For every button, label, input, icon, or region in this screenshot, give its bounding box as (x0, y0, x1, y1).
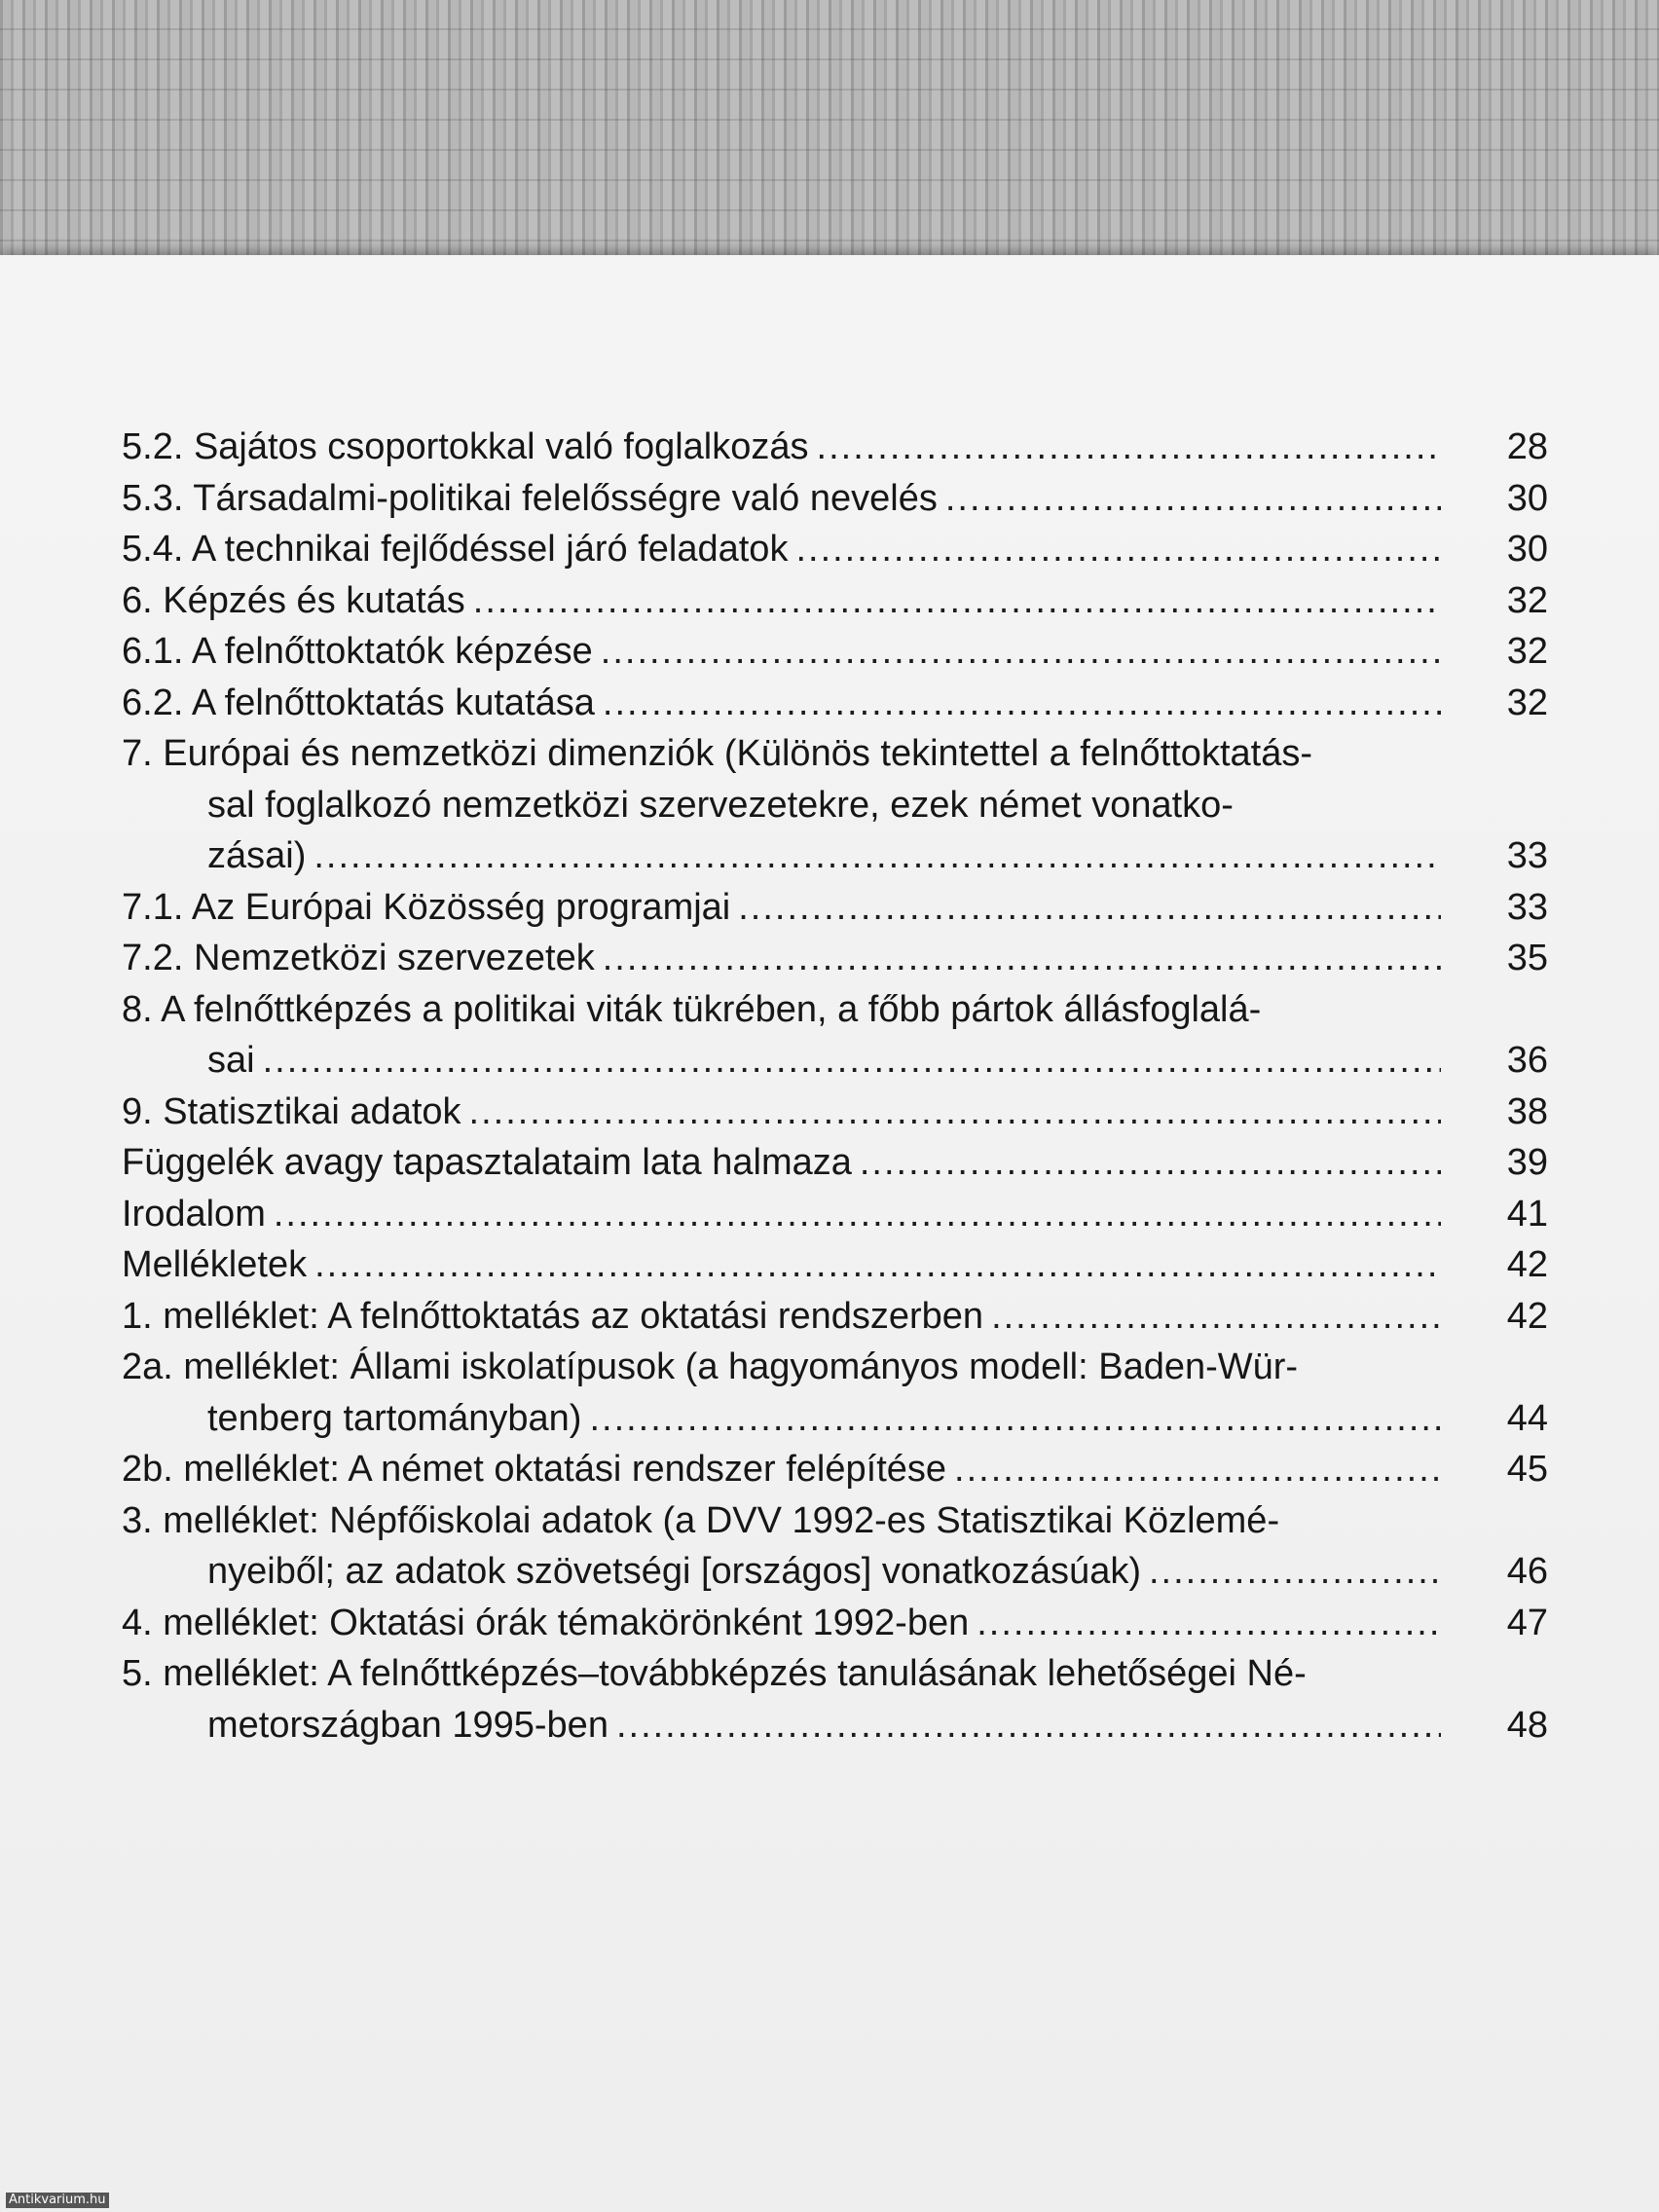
toc-entry-text-line: metországban 1995-ben (207, 1704, 608, 1746)
toc-entry-last-line (122, 473, 1548, 525)
toc-entry-last-line (122, 1035, 1548, 1087)
toc-entry-last-line (122, 1546, 1548, 1598)
toc-page-number: 30 (1506, 477, 1548, 519)
dot-leader (473, 575, 1441, 627)
toc-entry-text-line: 7. Európai és nemzetközi dimenziók (Különös tekintettel a felnőttoktatás- (122, 733, 1312, 774)
dot-leader (469, 1087, 1441, 1138)
toc-entry (122, 473, 1548, 525)
toc-entry-text-line: nyeiből; az adatok szövetségi [országos] vonatkozásúak) (207, 1551, 1141, 1592)
toc-page-number: 33 (1506, 886, 1548, 928)
toc-page-number: 39 (1506, 1142, 1548, 1183)
toc-entry-text-line: 7.1. Az Európai Közösség programjai (122, 886, 731, 928)
toc-entry-text-line: zásai) (207, 835, 307, 876)
toc-page-number: 32 (1506, 682, 1548, 723)
toc-page-number: 32 (1506, 579, 1548, 621)
toc-entry-text-line: 6.1. A felnőttoktatók képzése (122, 631, 593, 672)
toc-page-number: 48 (1506, 1704, 1548, 1746)
toc-entry (122, 575, 1548, 627)
watermark: Antikvarium.hu (6, 2193, 109, 2208)
dot-leader (945, 473, 1441, 525)
toc-entry-last-line (122, 1700, 1548, 1751)
dot-leader (263, 1035, 1441, 1087)
dot-leader (603, 678, 1441, 729)
toc-page-number: 42 (1506, 1244, 1548, 1285)
toc-entry (122, 1137, 1548, 1189)
toc-entry-text-line: Irodalom (122, 1193, 266, 1235)
toc-entry-text-line: 8. A felnőttképzés a politikai viták tükrében, a főbb pártok állásfoglalá- (122, 988, 1262, 1030)
toc-entry-last-line (122, 626, 1548, 678)
toc-entry (122, 1189, 1548, 1240)
table-of-contents (122, 422, 1548, 1751)
toc-entry-last-line (122, 1189, 1548, 1240)
dot-leader (601, 626, 1441, 678)
toc-entry (122, 984, 1548, 1087)
toc-entry-last-line (122, 422, 1548, 473)
toc-entry-text-line: 3. melléklet: Népfőiskolai adatok (a DVV 1992-es Statisztikai Közlemé- (122, 1499, 1280, 1541)
dot-leader (314, 1239, 1441, 1291)
dot-leader (795, 524, 1441, 575)
toc-entry-text-line: 1. melléklet: A felnőttoktatás az oktatási rendszerben (122, 1295, 984, 1337)
toc-entry-last-line (122, 575, 1548, 627)
toc-page-number: 36 (1506, 1040, 1548, 1081)
toc-entry-text-line: 5.4. A technikai fejlődéssel járó feladatok (122, 529, 789, 570)
toc-entry-last-line (122, 1137, 1548, 1189)
toc-entry-text-line: 9. Statisztikai adatok (122, 1090, 461, 1132)
toc-entry (122, 1495, 1548, 1598)
toc-entry-last-line (122, 1087, 1548, 1138)
toc-entry (122, 626, 1548, 678)
toc-entry (122, 882, 1548, 934)
toc-entry (122, 1087, 1548, 1138)
toc-entry-text-line: tenberg tartományban) (207, 1397, 582, 1439)
toc-entry (122, 1239, 1548, 1291)
toc-entry (122, 1342, 1548, 1444)
dot-leader (274, 1189, 1441, 1240)
toc-page-number: 42 (1506, 1295, 1548, 1337)
toc-entry-text-line: Mellékletek (122, 1244, 308, 1285)
toc-page-number: 28 (1506, 426, 1548, 467)
toc-entry-text-line: Függelék avagy tapasztalataim lata halmaza (122, 1142, 852, 1183)
toc-entry-text-line: 5. melléklet: A felnőttképzés–továbbképzés tanulásának lehetőségei Né- (122, 1653, 1307, 1694)
toc-entry-last-line (122, 1444, 1548, 1495)
toc-entry-last-line (122, 678, 1548, 729)
toc-entry-last-line (122, 1239, 1548, 1291)
toc-entry-last-line (122, 524, 1548, 575)
dot-leader (1149, 1546, 1441, 1598)
dot-leader (991, 1291, 1441, 1343)
dot-leader (603, 933, 1441, 984)
dot-leader (738, 882, 1441, 934)
toc-page-number: 45 (1506, 1449, 1548, 1490)
toc-page-number: 30 (1506, 529, 1548, 570)
toc-entry-text-line: sai (207, 1040, 255, 1081)
toc-entry (122, 1648, 1548, 1751)
toc-entry (122, 524, 1548, 575)
dot-leader (954, 1444, 1441, 1495)
toc-entry (122, 1444, 1548, 1495)
toc-page-number: 32 (1506, 631, 1548, 672)
toc-entry (122, 1598, 1548, 1649)
toc-page-number: 47 (1506, 1602, 1548, 1643)
toc-entry-last-line (122, 1393, 1548, 1445)
toc-page-number: 46 (1506, 1551, 1548, 1592)
toc-entry-last-line (122, 933, 1548, 984)
toc-page-number: 41 (1506, 1193, 1548, 1235)
toc-entry-last-line (122, 1291, 1548, 1343)
dot-leader (817, 422, 1441, 473)
toc-entry-text-line: 6. Képzés és kutatás (122, 579, 465, 621)
dot-leader (977, 1598, 1441, 1649)
dot-leader (616, 1700, 1441, 1751)
toc-entry-last-line (122, 882, 1548, 934)
toc-entry (122, 422, 1548, 473)
toc-page-number: 33 (1506, 835, 1548, 876)
toc-entry-last-line (122, 830, 1548, 882)
toc-entry-text-line: 6.2. A felnőttoktatás kutatása (122, 682, 595, 723)
toc-page-number: 44 (1506, 1397, 1548, 1439)
toc-entry (122, 728, 1548, 882)
toc-page-number: 35 (1506, 938, 1548, 978)
toc-entry-text-line: 2a. melléklet: Állami iskolatípusok (a hagyományos modell: Baden-Wür- (122, 1346, 1299, 1387)
toc-page-number: 38 (1506, 1090, 1548, 1132)
toc-entry-text-line: 7.2. Nemzetközi szervezetek (122, 938, 595, 978)
dot-leader (589, 1393, 1441, 1445)
toc-entry (122, 678, 1548, 729)
toc-entry-text-line: 5.2. Sajátos csoportokkal való foglalkozás (122, 426, 809, 467)
dot-leader (860, 1137, 1441, 1189)
background-desk (0, 0, 1659, 255)
toc-entry-text-line: 4. melléklet: Oktatási órák témakörönként 1992-ben (122, 1602, 970, 1643)
dot-leader (313, 830, 1441, 882)
toc-entry (122, 1291, 1548, 1343)
toc-entry (122, 933, 1548, 984)
toc-entry-text-line: 2b. melléklet: A német oktatási rendszer felépítése (122, 1449, 947, 1490)
toc-entry-text-line: sal foglalkozó nemzetközi szervezetekre, ezek német vonatko- (207, 784, 1234, 826)
toc-entry-last-line (122, 1598, 1548, 1649)
toc-entry-text-line: 5.3. Társadalmi-politikai felelősségre való nevelés (122, 477, 938, 519)
